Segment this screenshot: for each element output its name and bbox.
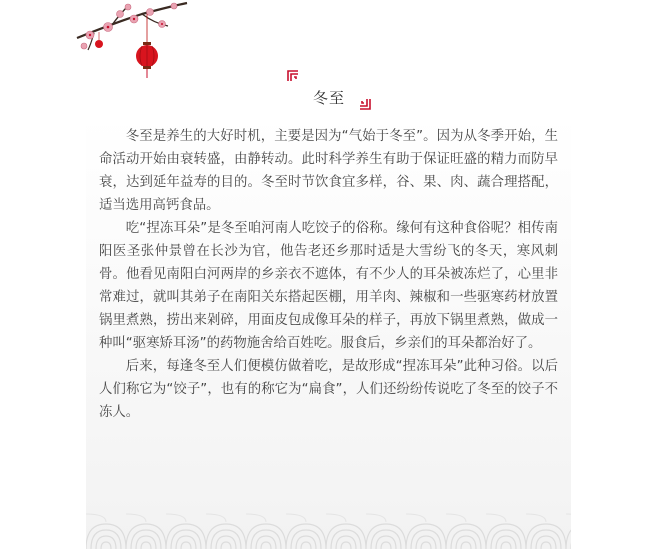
page-title: 冬至 (312, 89, 345, 107)
plum-blossom-lantern-icon (72, 0, 192, 80)
paragraph: 冬至是养生的大好时机，主要是因为“气始于冬至”。因为从冬季开始，生命活动开始由衰转盛，由静转动。此时科学养生有助于保证旺盛的精力而防早衰，达到延年益寿的目的。冬至时节饮食宜多样，谷、果、肉、蔬合理搭配，适当选用高钙食品。 (99, 129, 558, 213)
paragraph: 后来，每逢冬至人们便模仿做着吃，是故形成“捏冻耳朵”此种习俗。以后人们称它为“饺子”，也有的称它为“扁食”，人们还纷纷传说吃了冬至的饺子不冻人。 (99, 359, 558, 420)
wave-pattern-icon (86, 510, 571, 549)
article-body (99, 125, 558, 424)
title-frame (287, 70, 371, 110)
chinese-bracket-icon (287, 70, 299, 82)
chinese-bracket-icon (359, 98, 371, 110)
paragraph: 吃“捏冻耳朵”是冬至咱河南人吃饺子的俗称。缘何有这种食俗呢？相传南阳医圣张仲景曾在长沙为官，他告老还乡那时适是大雪纷飞的冬天，寒风刺骨。他看见南阳白河两岸的乡亲衣不遮体，有不少人的耳朵被冻烂了，心里非常难过，就叫其弟子在南阳关东搭起医棚，用羊肉、辣椒和一些驱寒药材放置锅里煮熟，捞出来剁碎，用面皮包成像耳朵的样子，再放下锅里煮熟，做成一种叫“驱寒矫耳汤”的药物施舍给百姓吃。服食后，乡亲们的耳朵都治好了。 (99, 221, 558, 351)
